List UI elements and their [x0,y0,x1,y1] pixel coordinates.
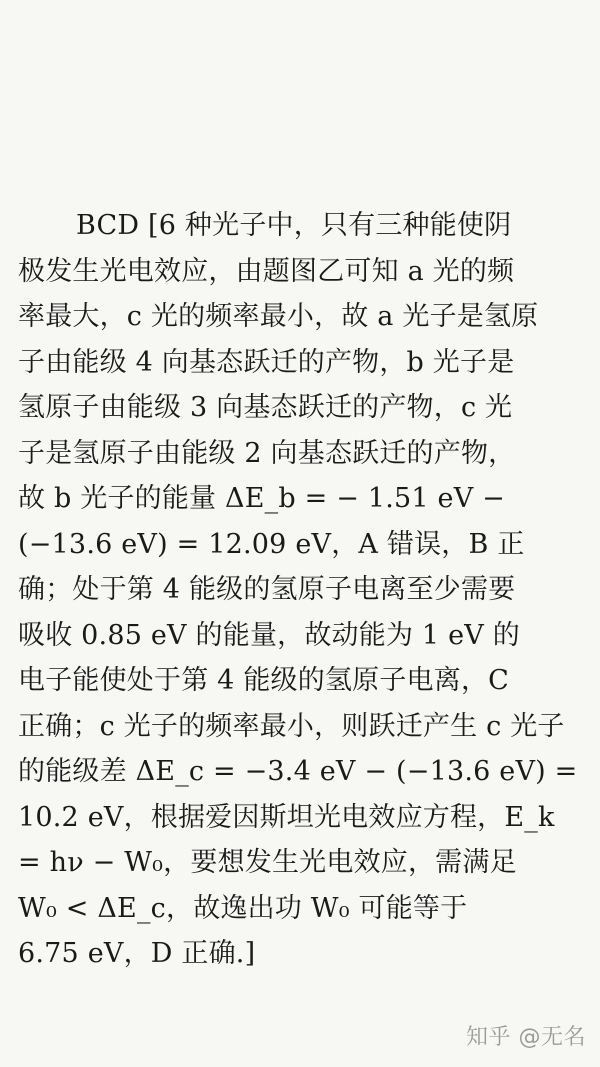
text-line: 子由能级 4 向基态跃迁的产物，b 光子是 [18,346,515,378]
text-line: 子是氢原子由能级 2 向基态跃迁的产物， [18,437,516,469]
text-line: 正确；c 光子的频率最小，则跃迁产生 c 光子 [18,710,565,742]
zhihu-watermark: 知乎 @无名 [466,1025,586,1050]
answer-explanation [18,203,588,977]
text-line: = hν − W₀，要想发生光电效应，需满足 [18,847,517,878]
text-line: 率最大，c 光的频率最小，故 a 光子是氢原 [18,301,539,332]
text-line: 极发生光电效应，由题图乙可知 a 光的频 [18,255,515,287]
text-line: 氢原子由能级 3 向基态跃迁的产物，c 光 [18,392,513,423]
text-line: (−13.6 eV) = 12.09 eV，A 错误，B 正 [18,528,525,560]
text-line: BCD [6 种光子中，只有三种能使阴 [76,210,512,241]
text-line: 6.75 eV，D 正确.] [18,938,256,969]
text-line: 的能级差 ΔE_c = −3.4 eV − (−13.6 eV) = [18,756,578,787]
text-line: 吸收 0.85 eV 的能量，故动能为 1 eV 的 [18,619,520,651]
text-line: 故 b 光子的能量 ΔE_b = − 1.51 eV − [18,483,505,514]
text-line: 电子能使处于第 4 能级的氢原子电离，C [18,665,510,696]
text-line: 确；处于第 4 能级的氢原子电离至少需要 [18,574,516,605]
text-line: 10.2 eV，根据爱因斯坦光电效应方程，E_k [18,801,555,833]
text-line: W₀ < ΔE_c，故逸出功 W₀ 可能等于 [18,892,468,924]
